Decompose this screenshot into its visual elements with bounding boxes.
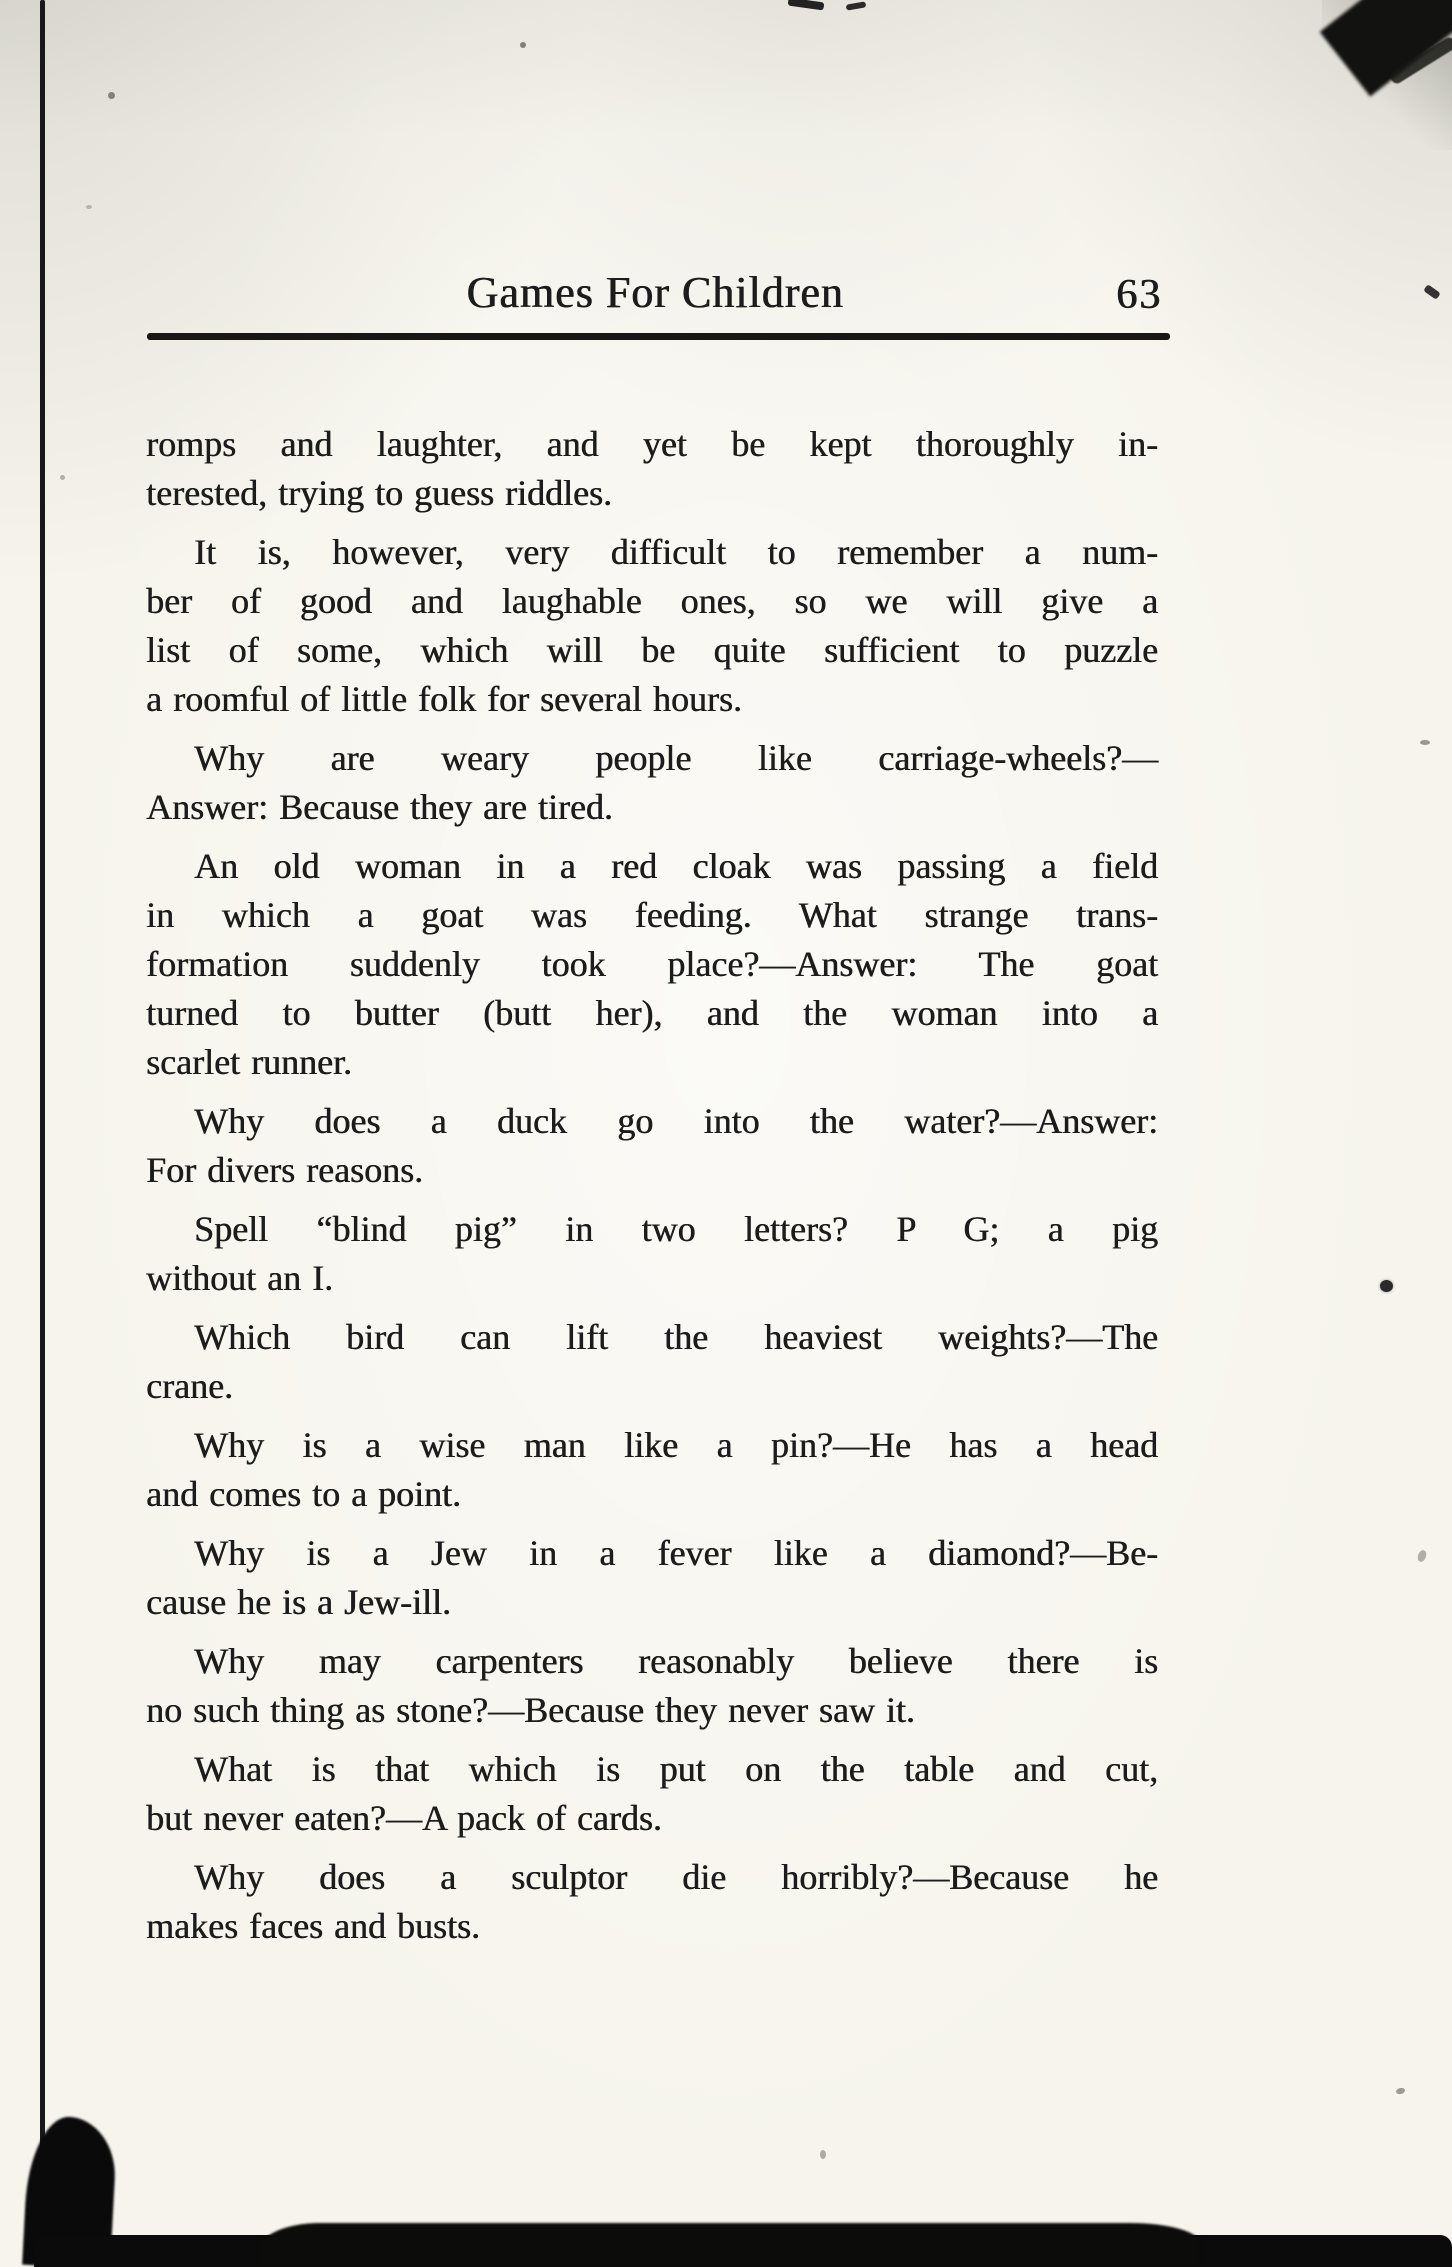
paragraph [146,1637,1158,1735]
page-header [148,266,1162,324]
text-line: Answer: Because they are tired. [146,787,613,827]
text-line: It is, however, very difficult to remember a num- [194,532,1158,572]
text-line: What is that which is put on the table and cut, [194,1749,1158,1789]
text-line: without an I. [146,1258,333,1298]
scan-edge-line [40,0,45,2267]
paragraphs [146,420,1158,1961]
text-line: list of some, which will be quite sufficient to puzzle [146,630,1158,670]
page-number: 63 [1116,272,1162,318]
text-line: ber of good and laughable ones, so we will give a [146,581,1158,621]
text-line: romps and laughter, and yet be kept thoroughly in- [146,424,1158,464]
scan-speck [1380,1280,1393,1292]
scan-speck [1416,1549,1428,1563]
text-line: An old woman in a red cloak was passing a field [194,846,1158,886]
scan-speck [1423,284,1441,300]
paragraph [146,842,1158,1087]
scan-edge-band [260,2223,1200,2267]
scan-corner-mark [1320,0,1452,97]
paragraph [146,528,1158,724]
text-line: Which bird can lift the heaviest weights?—The [194,1317,1158,1357]
text-line: Why is a wise man like a pin?—He has a head [194,1425,1158,1465]
paragraph [146,420,1158,518]
text-line: Why may carpenters reasonably believe there is [194,1641,1158,1681]
scan-speck [820,2150,826,2159]
text-line: but never eaten?—A pack of cards. [146,1798,662,1838]
text-line: makes faces and busts. [146,1906,480,1946]
scan-speck [108,92,115,99]
scan-speck [1420,740,1430,745]
text-line: turned to butter (butt her), and the woman into a [146,993,1158,1033]
paragraph [146,1853,1158,1951]
header-rule [147,333,1170,340]
paragraph [146,1421,1158,1519]
scan-speck [86,205,92,209]
scan-edge-band [34,2235,1452,2267]
scan-speck [1395,2087,1405,2095]
scan-speck [788,0,825,10]
scan-corner-mark [1388,35,1452,85]
text-line: For divers reasons. [146,1150,423,1190]
paragraph [146,734,1158,832]
scan-speck [846,1,867,10]
page-title: Games For Children [466,268,844,317]
text-line: formation suddenly took place?—Answer: The goat [146,944,1158,984]
text-line: Spell “blind pig” in two letters? P G; a pig [194,1209,1158,1249]
paragraph [146,1097,1158,1195]
scan-corner-blot [22,2115,118,2267]
text-line: crane. [146,1366,233,1406]
scan-speck [60,475,65,480]
paragraph [146,1745,1158,1843]
text-line: a roomful of little folk for several hours. [146,679,742,719]
text-line: Why are weary people like carriage-wheels?— [194,738,1158,778]
text-line: scarlet runner. [146,1042,352,1082]
text-line: Why does a duck go into the water?—Answer: [194,1101,1158,1141]
text-line: cause he is a Jew-ill. [146,1582,451,1622]
paragraph [146,1205,1158,1303]
paragraph [146,1529,1158,1627]
text-line: Why is a Jew in a fever like a diamond?—Be- [194,1533,1158,1573]
text-line: Why does a sculptor die horribly?—Because he [194,1857,1158,1897]
text-line: in which a goat was feeding. What strange trans- [146,895,1158,935]
paragraph [146,1313,1158,1411]
scan-corner-shadow [1322,0,1452,150]
scan-speck [520,42,526,48]
text-line: no such thing as stone?—Because they never saw it. [146,1690,915,1730]
text-line: and comes to a point. [146,1474,461,1514]
text-line: terested, trying to guess riddles. [146,473,612,513]
